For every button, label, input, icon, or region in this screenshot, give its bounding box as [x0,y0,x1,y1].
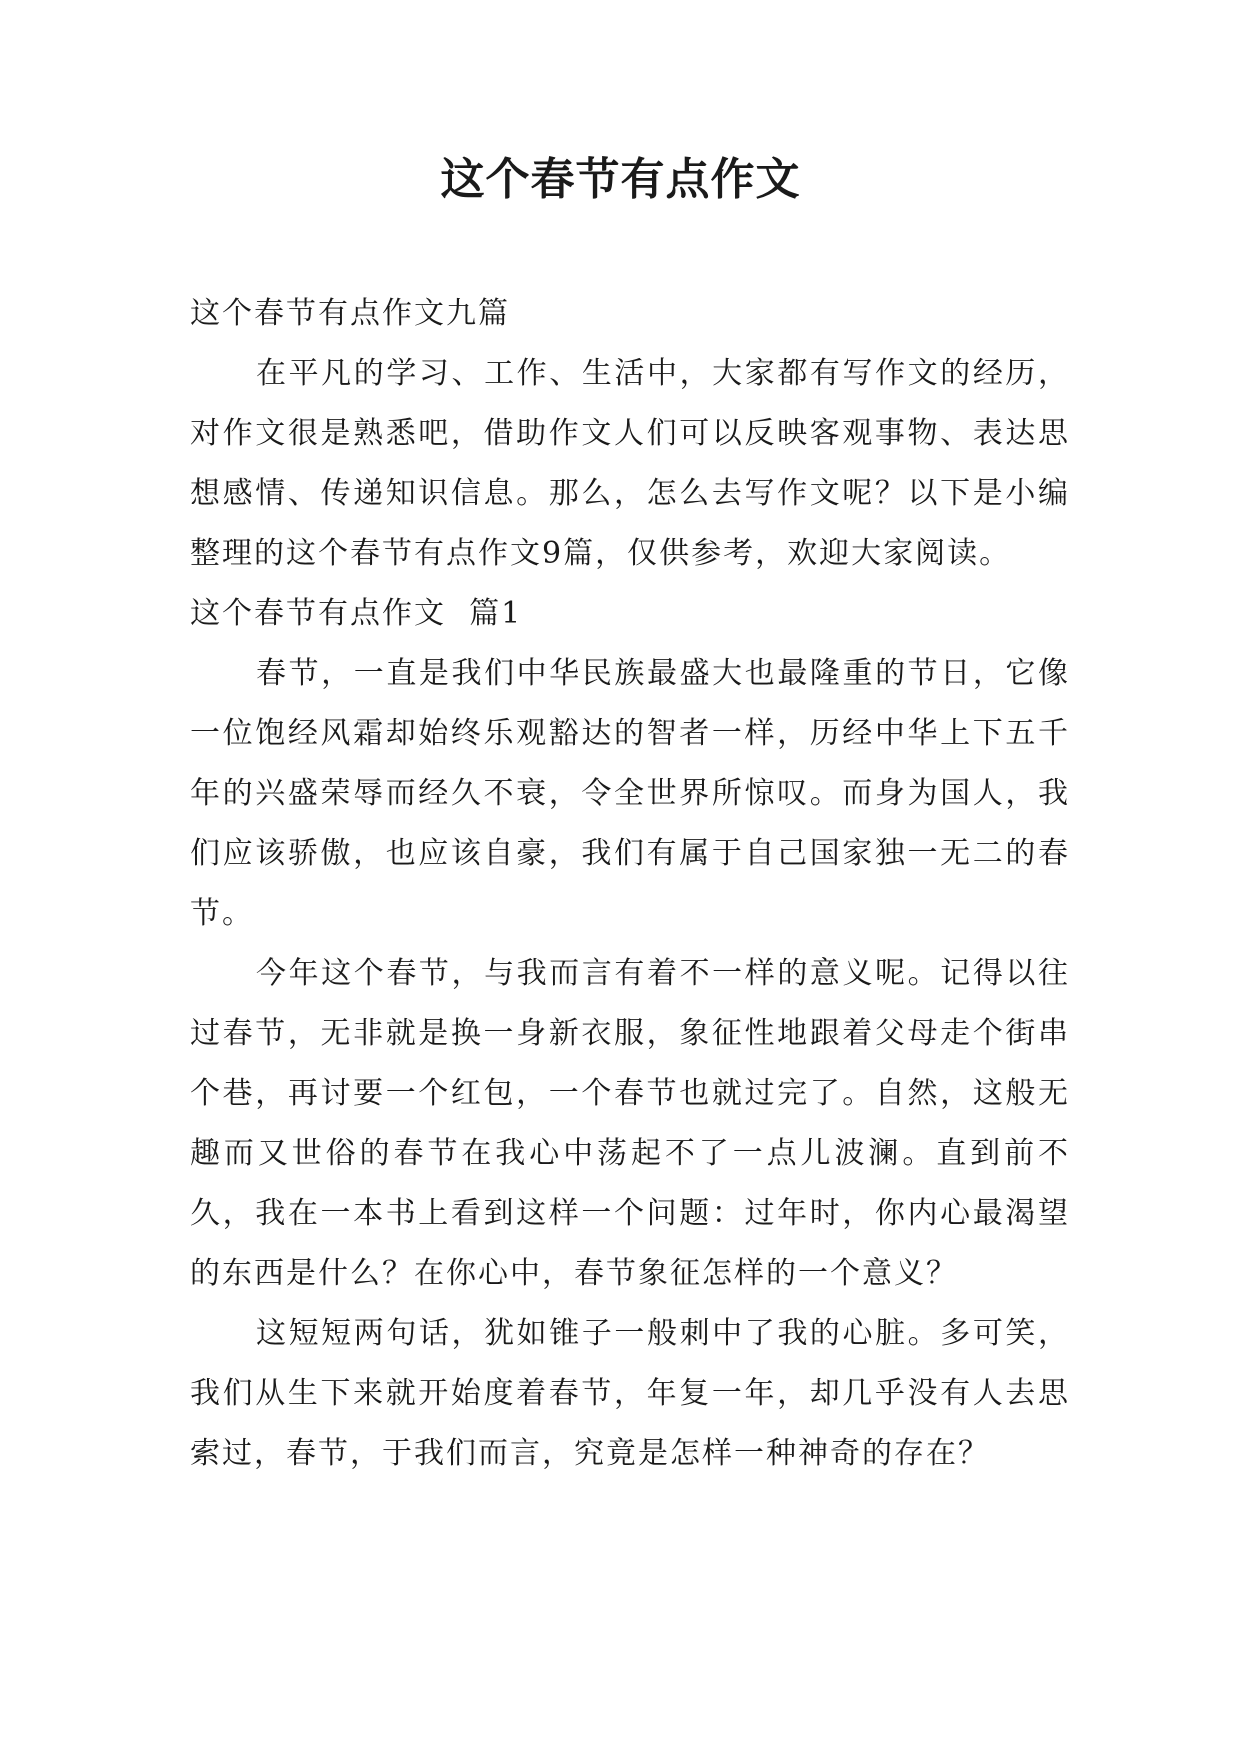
body-paragraph-2: 今年这个春节，与我而言有着不一样的意义呢。记得以往过春节，无非就是换一身新衣服，象征性地跟着父母走个街串个巷，再讨要一个红包，一个春节也就过完了。自然，这般无趣而又世俗的春节在我心中荡起不了一点儿波澜。直到前不久，我在一本书上看到这样一个问题：过年时，你内心最渴望的东西是什么？在你心中，春节象征怎样的一个意义？ [190,956,1070,1291]
document-title: 这个春节有点作文 [440,154,801,205]
section-heading: 这个春节有点作文 篇1 [190,596,523,631]
document-subtitle: 这个春节有点作文九篇 [190,296,510,331]
intro-paragraph: 在平凡的学习、工作、生活中，大家都有写作文的经历，对作文很是熟悉吧，借助作文人们可以反映客观事物、表达思想感情、传递知识信息。那么，怎么去写作文呢？以下是小编整理的这个春节有点作文9篇，仅供参考，欢迎大家阅读。 [190,356,1070,571]
document-body [190,284,1070,1484]
body-paragraph-1: 春节，一直是我们中华民族最盛大也最隆重的节日，它像一位饱经风霜却始终乐观豁达的智者一样，历经中华上下五千年的兴盛荣辱而经久不衰，令全世界所惊叹。而身为国人，我们应该骄傲，也应该自豪，我们有属于自己国家独一无二的春节。 [190,656,1070,931]
body-paragraph-3: 这短短两句话，犹如锥子一般刺中了我的心脏。多可笑，我们从生下来就开始度着春节，年复一年，却几乎没有人去思索过，春节，于我们而言，究竟是怎样一种神奇的存在？ [190,1316,1070,1471]
